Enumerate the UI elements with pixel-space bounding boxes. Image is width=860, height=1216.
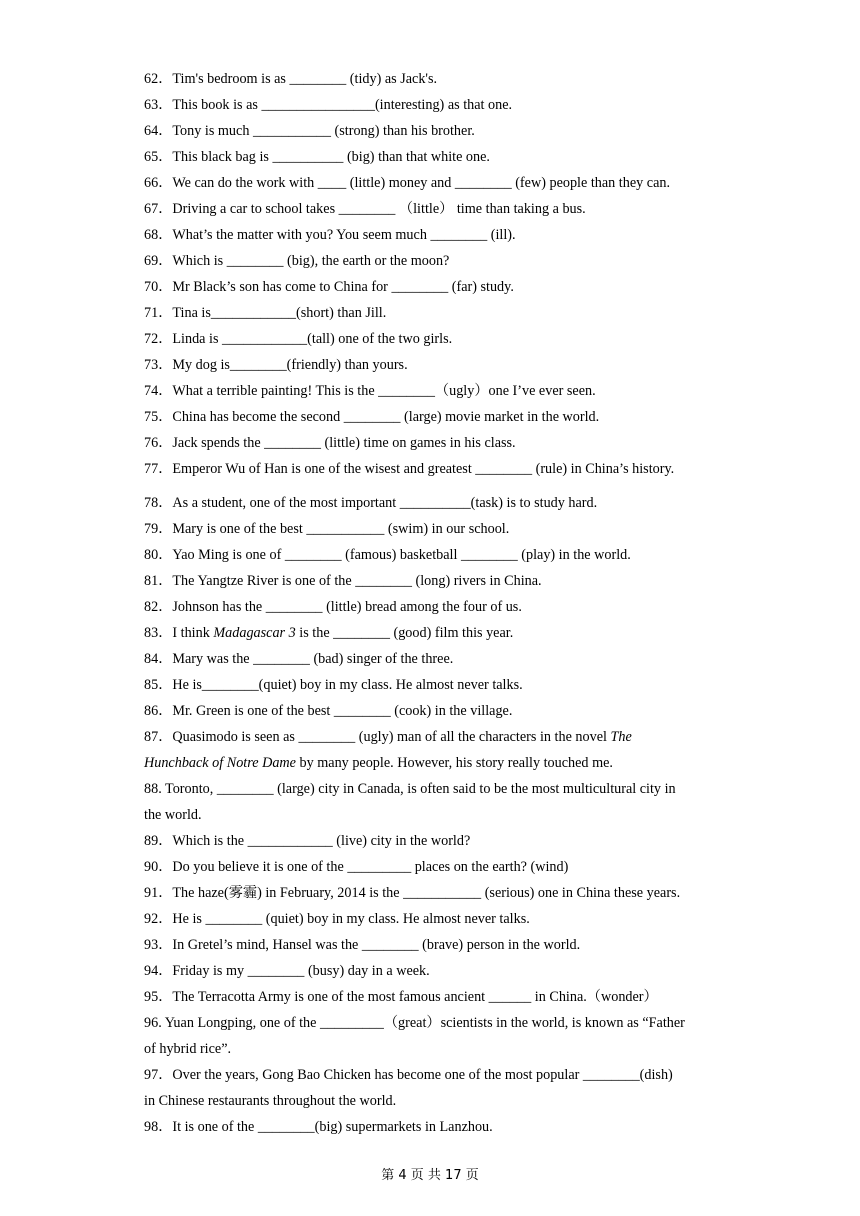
question-83-film-title: Madagascar 3 (213, 625, 296, 641)
question-69: 69．Which is ________ (big), the earth or the moon? (144, 253, 450, 269)
question-81: 81．The Yangtze River is one of the ________ (long) rivers in China. (144, 573, 542, 589)
question-93: 93．In Gretel’s mind, Hansel was the ________ (brave) person in the world. (144, 937, 581, 953)
question-66: 66．We can do the work with ____ (little) money and ________ (few) people than they can. (144, 175, 671, 191)
question-62: 62．Tim's bedroom is as ________ (tidy) as Jack's. (144, 71, 438, 87)
question-71: 71．Tina is____________(short) than Jill. (144, 305, 387, 321)
question-95: 95．The Terracotta Army is one of the most famous ancient ______ in China.（wonder） (144, 989, 658, 1005)
page-number-footer: 第 4 页 共 17 页 (381, 1168, 479, 1183)
question-80: 80．Yao Ming is one of ________ (famous) basketball ________ (play) in the world. (144, 547, 631, 563)
question-97-line-2: in Chinese restaurants throughout the world. (144, 1093, 397, 1109)
question-74: 74．What a terrible painting! This is the ________（ugly）one I’ve ever seen. (144, 383, 596, 399)
question-82: 82．Johnson has the ________ (little) bread among the four of us. (144, 599, 522, 615)
question-63: 63．This book is as ________________(interesting) as that one. (144, 97, 513, 113)
question-96-line-2: of hybrid rice”. (144, 1041, 232, 1057)
question-83-text-end: is the ________ (good) film this year. (295, 625, 514, 641)
question-88-line-2: the world. (144, 807, 202, 823)
question-75: 75．China has become the second ________ (large) movie market in the world. (144, 409, 600, 425)
question-87-line-2 (144, 750, 718, 776)
question-96-line-1: 96. Yuan Longping, one of the _________（great）scientists in the world, is known as “Father (144, 1015, 685, 1031)
exercise-list (144, 66, 718, 1140)
question-77: 77．Emperor Wu of Han is one of the wisest and greatest ________ (rule) in China’s history. (144, 461, 675, 477)
question-68: 68．What’s the matter with you? You seem much ________ (ill). (144, 227, 516, 243)
question-73: 73．My dog is________(friendly) than yours. (144, 357, 408, 373)
question-76: 76．Jack spends the ________ (little) time on games in his class. (144, 435, 516, 451)
question-92: 92．He is ________ (quiet) boy in my class. He almost never talks. (144, 911, 530, 927)
question-64: 64．Tony is much ___________ (strong) than his brother. (144, 123, 475, 139)
question-78: 78．As a student, one of the most important __________(task) is to study hard. (144, 495, 598, 511)
question-79: 79．Mary is one of the best ___________ (swim) in our school. (144, 521, 510, 537)
question-65: 65．This black bag is __________ (big) than that white one. (144, 149, 490, 165)
question-91: 91．The haze(雾霾) in February, 2014 is the ___________ (serious) one in China these years. (144, 885, 681, 901)
question-83-text-start: 83．I think (144, 625, 214, 641)
question-87-novel-title-end: Hunchback of Notre Dame (144, 755, 296, 771)
question-87-novel-title-start: The (610, 729, 632, 745)
question-85: 85．He is________(quiet) boy in my class. He almost never talks. (144, 677, 523, 693)
question-70: 70．Mr Black’s son has come to China for ________ (far) study. (144, 279, 514, 295)
question-87-text-start: 87．Quasimodo is seen as ________ (ugly) man of all the characters in the novel (144, 729, 611, 745)
question-87-line-1 (144, 724, 718, 750)
question-86: 86．Mr. Green is one of the best ________ (cook) in the village. (144, 703, 513, 719)
question-84: 84．Mary was the ________ (bad) singer of the three. (144, 651, 454, 667)
question-67: 67．Driving a car to school takes ________ （little） time than taking a bus. (144, 201, 586, 217)
question-72: 72．Linda is ____________(tall) one of the two girls. (144, 331, 453, 347)
question-83 (144, 620, 718, 646)
question-94: 94．Friday is my ________ (busy) day in a week. (144, 963, 430, 979)
question-87-text-end: by many people. However, his story really touched me. (295, 755, 613, 771)
question-88-line-1: 88. Toronto, ________ (large) city in Canada, is often said to be the most multicultural city in (144, 781, 676, 797)
question-90: 90．Do you believe it is one of the _________ places on the earth? (wind) (144, 859, 569, 875)
question-98: 98．It is one of the ________(big) supermarkets in Lanzhou. (144, 1119, 493, 1135)
question-89: 89．Which is the ____________ (live) city in the world? (144, 833, 471, 849)
spacer (144, 482, 718, 490)
question-97-line-1: 97．Over the years, Gong Bao Chicken has become one of the most popular ________(dish) (144, 1067, 673, 1083)
